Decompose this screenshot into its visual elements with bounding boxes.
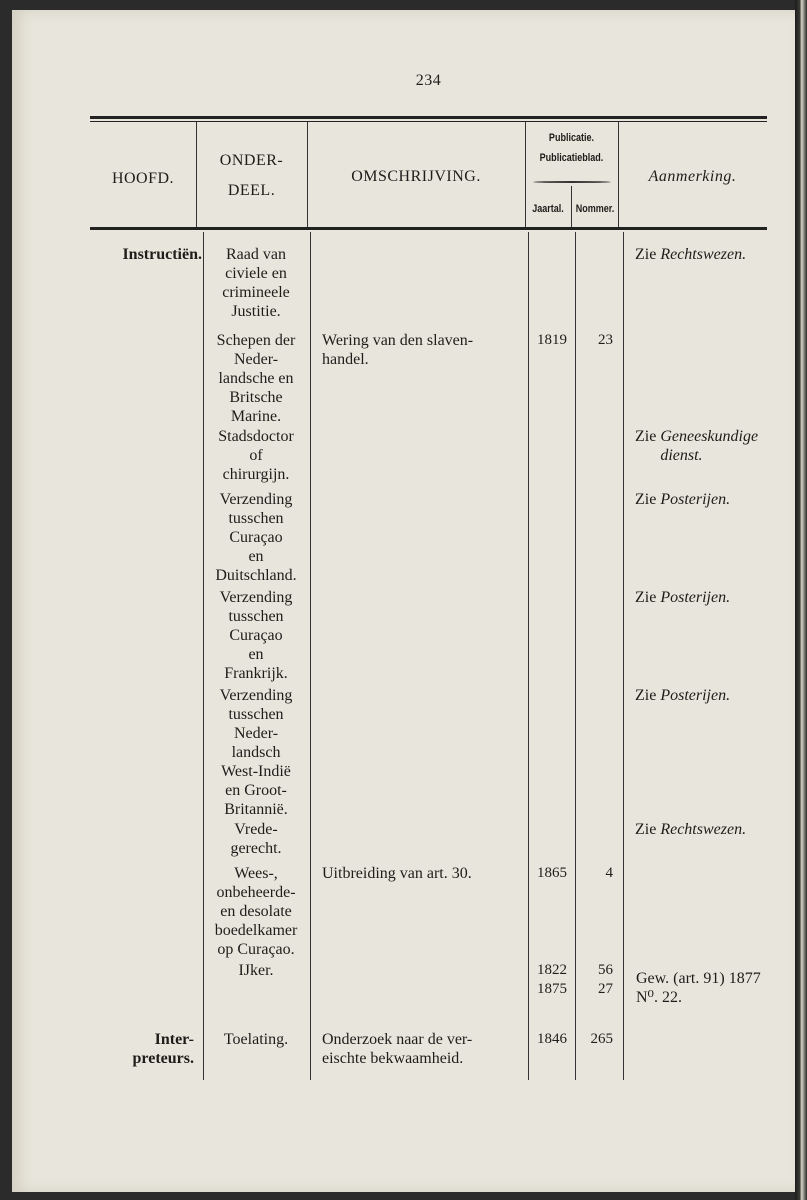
header-hoofd: HOOFD. xyxy=(111,170,175,187)
row-onderdeel: Verzending tusschen Curaçao en Frankrijk. xyxy=(219,589,293,682)
row-omschrijving: Wering van den slaven- handel. xyxy=(322,332,474,368)
row-hoofd: Inter- preteurs. xyxy=(132,1031,194,1067)
row-nommer: 23 xyxy=(598,332,613,348)
body-col-divider xyxy=(623,232,624,1080)
note-reference: Rechtswezen. xyxy=(660,821,747,838)
note-reference: Posterijen. xyxy=(660,687,731,704)
row-nommer: 265 xyxy=(590,1031,613,1047)
row-hoofd: Instructiën. xyxy=(122,246,202,263)
note-prefix: Zie xyxy=(635,821,661,838)
row-aanmerking xyxy=(635,427,785,465)
row-aanmerking xyxy=(635,820,785,839)
header-publicatieblad: Publicatieblad. xyxy=(539,152,604,164)
row-aanmerking xyxy=(635,588,785,607)
row-jaartal: 1822 1875 xyxy=(537,962,567,997)
row-aanmerking xyxy=(635,245,785,264)
header-publicatie: Publicatie. xyxy=(548,132,595,144)
row-onderdeel: Stadsdoctor of chirurgijn. xyxy=(218,428,294,483)
row-onderdeel: Schepen der Neder- landsche en Britsche Marine. xyxy=(216,332,296,425)
row-onderdeel: Verzending tusschen Neder- landsch West-Indië en Groot- Britannië. xyxy=(219,687,293,818)
header-col-divider xyxy=(196,122,197,227)
note-prefix: Zie xyxy=(635,491,661,508)
note-prefix: Zie xyxy=(635,428,661,445)
header-top-rule xyxy=(90,116,767,119)
row-onderdeel: Verzending tusschen Curaçao en Duitschland. xyxy=(215,491,297,584)
body-col-divider xyxy=(575,232,576,1080)
row-jaartal: 1865 xyxy=(537,865,567,881)
row-onderdeel: Vrede- gerecht. xyxy=(230,821,282,857)
row-omschrijving: Uitbreiding van art. 30. xyxy=(322,865,472,882)
row-nommer: 4 xyxy=(605,865,613,881)
row-omschrijving: Onderzoek naar de ver- eischte bekwaamheid. xyxy=(322,1031,473,1067)
body-col-divider xyxy=(528,232,529,1080)
header-top-rule-thin xyxy=(90,121,767,122)
note-prefix: Zie xyxy=(635,687,661,704)
row-nommer: 56 27 xyxy=(598,962,613,997)
header-jaartal: Jaartal. xyxy=(532,203,564,215)
row-aanmerking: Gew. (art. 91) 1877 N⁰. 22. xyxy=(636,970,761,1006)
row-onderdeel: Raad van civiele en crimineele Justitie. xyxy=(222,246,290,320)
publicatie-brace xyxy=(533,181,611,183)
note-reference: Rechtswezen. xyxy=(660,246,747,263)
header-nommer: Nommer. xyxy=(575,203,615,215)
page-number: 234 xyxy=(415,72,442,89)
note-reference: Geneeskundige dienst. xyxy=(660,428,759,464)
header-onderdeel-line2: DEEL. xyxy=(227,182,276,199)
header-bottom-rule xyxy=(90,227,767,230)
row-onderdeel: IJker. xyxy=(238,962,274,979)
book-edge xyxy=(795,0,807,1200)
row-jaartal: 1846 xyxy=(537,1031,567,1047)
row-onderdeel: Toelating. xyxy=(223,1031,289,1048)
header-onderdeel-line1: ONDER- xyxy=(219,152,284,169)
row-aanmerking xyxy=(635,686,785,705)
note-reference: Posterijen. xyxy=(660,491,731,508)
row-onderdeel: Wees-, onbeheerde- en desolate boedelkamer op Curaçao. xyxy=(214,865,298,958)
note-reference: Posterijen. xyxy=(660,589,731,606)
note-prefix: Zie xyxy=(635,589,661,606)
row-aanmerking xyxy=(635,490,785,509)
note-prefix: Zie xyxy=(635,246,661,263)
row-jaartal: 1819 xyxy=(537,332,567,348)
header-aanmerking: Aanmerking. xyxy=(648,168,737,185)
header-omschrijving: OMSCHRIJVING. xyxy=(351,168,481,185)
body-col-divider xyxy=(310,232,311,1080)
